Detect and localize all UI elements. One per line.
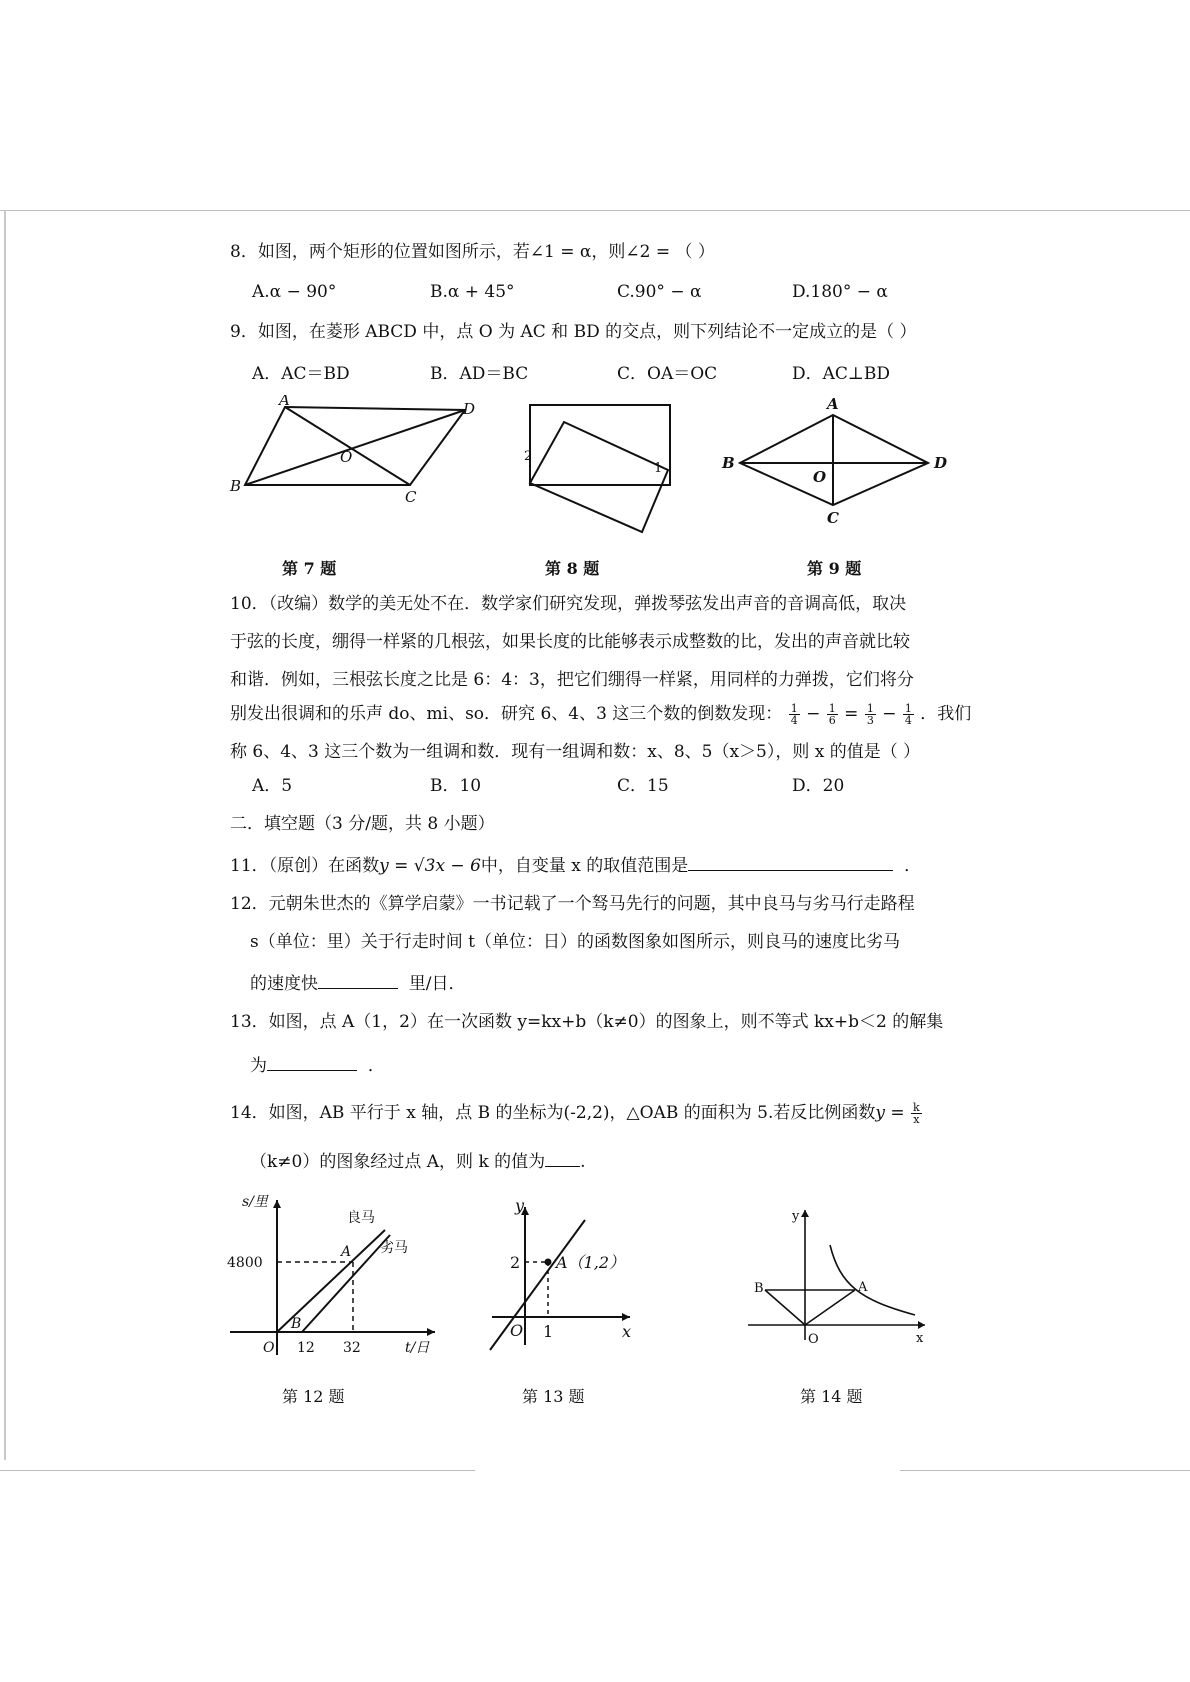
fig12-ylabel: s/里 — [242, 1194, 268, 1210]
q10-option-d: D．20 — [792, 776, 845, 796]
q13-line-2 — [250, 1052, 385, 1078]
q10-option-b: B．10 — [430, 776, 482, 796]
q12-text-post: 里/日． — [408, 974, 466, 994]
q11-text-pre: 11．（原创）在函数 — [230, 856, 380, 876]
q12-line-1: 12．元朝朱世杰的《算学启蒙》一书记载了一个驽马先行的问题，其中良马与劣马行走路程 — [230, 894, 915, 914]
figure-14-graph — [740, 1200, 940, 1350]
caption-fig7: 第 7 题 — [282, 559, 337, 578]
section-2-heading: 二．填空题（3 分/题，共 8 小题） — [230, 814, 495, 834]
fig8-angle-1: 1 — [654, 461, 663, 476]
q8-stem: 8．如图，两个矩形的位置如图所示，若∠1 = α，则∠2 = （ ） — [230, 242, 715, 262]
figure-9-rhombus — [710, 395, 960, 530]
q9-option-a: A．AC＝BD — [252, 364, 350, 384]
q12-line-2: s（单位：里）关于行走时间 t（单位：日）的函数图象如图所示，则良马的速度比劣马 — [250, 932, 900, 952]
q10-option-c: C．15 — [617, 776, 669, 796]
fig14-point-a: A — [858, 1280, 868, 1295]
figure-8-rectangles — [520, 400, 680, 550]
q9-stem: 9．如图，在菱形 ABCD 中，点 O 为 AC 和 BD 的交点，则下列结论不一定成立的是（ ） — [230, 322, 917, 342]
bottom-divider-left — [0, 1470, 475, 1471]
q11-answer-blank[interactable] — [688, 852, 893, 871]
fig12-x-tick-32: 32 — [343, 1340, 361, 1356]
fig14-origin: O — [808, 1332, 819, 1347]
q14-frac: $\frac{k}{x}$ — [913, 1101, 920, 1126]
fig9-label-b: B — [722, 454, 735, 472]
figure-13-graph — [480, 1195, 660, 1355]
fig12-origin: O — [263, 1340, 275, 1356]
q8-option-a: A.α − 90° — [252, 282, 337, 302]
q12-line-3 — [250, 970, 466, 996]
top-divider — [0, 210, 1190, 211]
q10-line-4-text: 别发出很调和的乐声 do、mi、so．研究 6、4、3 这三个数的倒数发现： — [230, 704, 783, 724]
q14-answer-blank[interactable] — [545, 1148, 580, 1167]
fig13-y-label: y — [515, 1196, 525, 1215]
caption-fig14: 第 14 题 — [800, 1387, 863, 1406]
fig9-label-o: O — [813, 468, 827, 486]
q14-func-lhs: y = — [875, 1103, 905, 1123]
q10-frac-4: $\frac{1}{4}$ — [904, 702, 912, 727]
left-border — [4, 210, 6, 1460]
fig12-good-horse: 良马 — [347, 1210, 375, 1226]
bottom-divider-right — [900, 1470, 1190, 1471]
caption-fig9: 第 9 题 — [807, 559, 862, 578]
q10-line-1: 10．（改编）数学的美无处不在．数学家们研究发现，弹拨琴弦发出声音的音调高低，取决 — [230, 594, 907, 614]
fig14-point-b: B — [754, 1281, 764, 1296]
q14-text-post: . — [580, 1152, 586, 1172]
q14-line-1 — [230, 1098, 923, 1128]
q11-text-mid: 中，自变量 x 的取值范围是 — [480, 856, 689, 876]
q13-text-pre: 为 — [250, 1056, 267, 1076]
fig13-tick-1: 1 — [543, 1322, 554, 1341]
fig7-label-a: A — [279, 395, 290, 409]
fig9-label-a: A — [827, 395, 839, 413]
q13-text-post: ． — [367, 1056, 385, 1076]
fig14-y-label: y — [792, 1209, 800, 1224]
q9-option-c: C．OA＝OC — [617, 364, 718, 384]
q10-line-5: 称 6、4、3 这三个数为一组调和数．现有一组调和数：x、8、5（x＞5），则 x 的值是（ ） — [230, 742, 921, 762]
q8-option-b: B.α + 45° — [430, 282, 515, 302]
q10-frac-2: $\frac{1}{6}$ — [828, 702, 836, 727]
fig7-label-c: C — [405, 488, 417, 506]
fig13-x-label: x — [622, 1322, 632, 1341]
q10-line-3: 和谐．例如，三根弦长度之比是 6：4：3，把它们绷得一样紧，用同样的力弹拨，它们将分 — [230, 670, 914, 690]
fig12-x-tick-12: 12 — [297, 1340, 315, 1356]
fig12-bad-horse: 劣马 — [380, 1240, 408, 1256]
q10-line-4-end: ．我们 — [920, 704, 972, 724]
figure-12-graph — [225, 1190, 440, 1365]
fig12-point-b: B — [291, 1316, 302, 1332]
caption-fig12: 第 12 题 — [282, 1387, 345, 1406]
q11-formula: y = √3x − 6 — [379, 856, 481, 876]
fig13-origin: O — [510, 1321, 524, 1340]
q10-option-a: A．5 — [252, 776, 293, 796]
caption-fig13: 第 13 题 — [522, 1387, 585, 1406]
q11-text-end: ． — [904, 856, 922, 876]
q13-answer-blank[interactable] — [267, 1052, 357, 1071]
q14-line-2 — [250, 1148, 586, 1174]
fig7-label-d: D — [463, 400, 476, 418]
q8-option-c: C.90° − α — [617, 282, 702, 302]
fig7-label-o: O — [340, 448, 353, 466]
fig12-xlabel: t/日 — [405, 1340, 430, 1356]
fig12-y-tick: 4800 — [227, 1255, 263, 1271]
q14-text-pre: 14．如图，AB 平行于 x 轴，点 B 的坐标为(-2,2)，△OAB 的面积为 5.若反比例函数 — [230, 1103, 876, 1123]
q12-text-pre: 的速度快 — [250, 974, 318, 994]
fig9-label-d: D — [934, 454, 948, 472]
q9-option-d: D．AC⊥BD — [792, 364, 891, 384]
q8-option-d: D.180° − α — [792, 282, 888, 302]
fig7-label-b: B — [230, 477, 242, 495]
q11 — [230, 852, 921, 878]
figure-7-parallelogram — [225, 395, 485, 510]
q9-option-b: B．AD＝BC — [430, 364, 529, 384]
q12-answer-blank[interactable] — [318, 970, 398, 989]
q10-frac-1: $\frac{1}{4}$ — [790, 702, 798, 727]
fig8-angle-2: 2 — [524, 449, 533, 464]
q10-line-4: 别发出很调和的乐声 do、mi、so．研究 6、4、3 这三个数的倒数发现： $\frac{1}{4}$ − $\frac{1}{6}$ = $\frac{1}{3}$ − $\frac{1}{4}$ ．我们 — [230, 702, 972, 727]
caption-fig8: 第 8 题 — [545, 559, 600, 578]
q13-line-1: 13．如图，点 A（1，2）在一次函数 y=kx+b（k≠0）的图象上，则不等式 kx+b＜2 的解集 — [230, 1012, 944, 1032]
fig13-point-a: A（1,2） — [556, 1253, 626, 1272]
q10-frac-3: $\frac{1}{3}$ — [866, 702, 874, 727]
q10-line-2: 于弦的长度，绷得一样紧的几根弦，如果长度的比能够表示成整数的比，发出的声音就比较 — [230, 632, 910, 652]
fig12-point-a: A — [341, 1244, 352, 1260]
q14-text-pre-2: （k≠0）的图象经过点 A，则 k 的值为 — [250, 1152, 546, 1172]
fig9-label-c: C — [827, 509, 839, 527]
fig14-x-label: x — [916, 1331, 924, 1346]
fig13-tick-2: 2 — [510, 1253, 521, 1272]
